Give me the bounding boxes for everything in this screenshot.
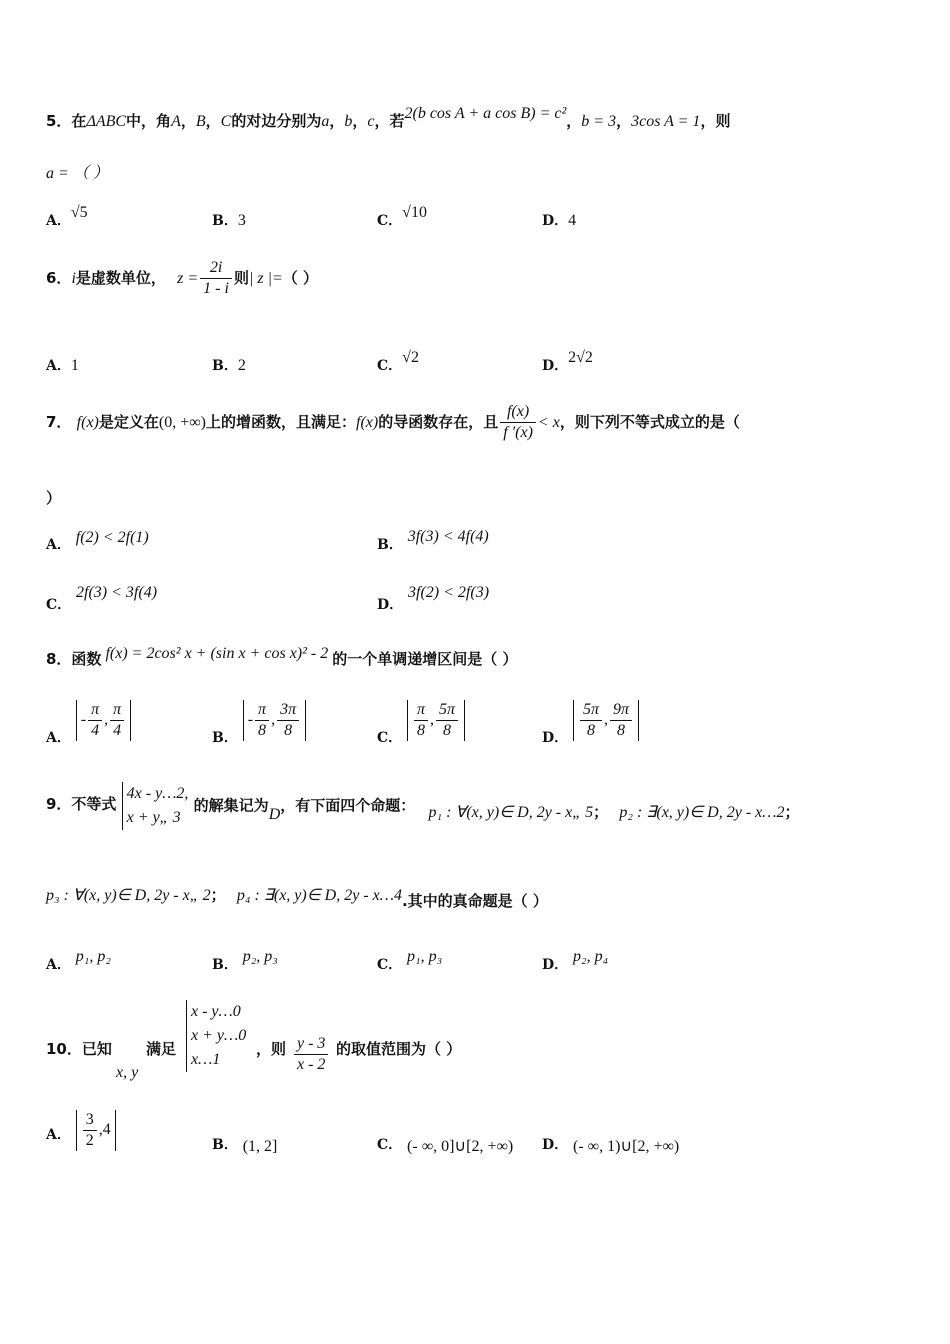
q6-numerator: 2i	[200, 258, 232, 279]
option-label: A．	[46, 957, 71, 973]
q6-text-2: 则	[233, 269, 249, 287]
q5-angle-b: B	[195, 113, 206, 130]
q9-p3: p₃ : ∀(x, y)∈ D, 2y - x„ 2	[46, 887, 211, 904]
frac-left	[255, 700, 269, 741]
option-label: B．	[212, 358, 238, 374]
option-value: √2	[402, 349, 419, 366]
q5-option-c[interactable]	[377, 204, 427, 230]
q6-text-1: 是虚数单位，	[75, 269, 166, 287]
q8-option-b[interactable]	[212, 700, 306, 746]
q9-p4: p₄ : ∃(x, y)∈ D, 2y - x…4	[236, 887, 402, 904]
q9-text-1: 的解集记为	[193, 796, 269, 815]
q6-prefix: 6．	[46, 269, 72, 287]
option-label: A．	[46, 358, 71, 374]
question-5: 5．在ΔABC中，角A，B，C的对边分别为a，b，c，若2(b cos A + a cos B) = c²，b = 3，3cos A = 1，则	[46, 105, 731, 130]
option-label: C．	[46, 597, 72, 613]
q10-option-d[interactable]	[542, 1134, 679, 1154]
question-7-close	[46, 487, 61, 508]
option-label: A．	[46, 1126, 71, 1143]
numerator: 3	[83, 1110, 97, 1131]
option-value: f(2) < 2f(1)	[75, 529, 149, 546]
option-value: 3	[237, 212, 246, 229]
interval-bracket: - $\frac{\pi}{4}$ , $\frac{\pi}{4}$	[76, 700, 131, 741]
question-8	[46, 645, 518, 669]
q6-abs: | z |=	[248, 270, 283, 287]
numerator: π	[110, 700, 124, 721]
option-label: C．	[377, 358, 403, 374]
q8-text-1: 的一个单调递增区间是（ ）	[332, 650, 518, 668]
option-label: B．	[212, 213, 238, 229]
q9-separator: ；	[593, 802, 609, 821]
denominator: 8	[258, 722, 267, 739]
q9-option-b[interactable]	[212, 948, 278, 974]
q5-angle-a: A	[171, 113, 181, 130]
q6-denominator: 1 - i	[203, 280, 229, 297]
q7-option-a[interactable]	[46, 529, 149, 554]
q7-denominator: f ′(x)	[503, 424, 533, 441]
option-label: A．	[46, 537, 71, 553]
q9-separator: ；	[210, 886, 226, 904]
frac-right	[436, 700, 458, 741]
question-5-ask	[46, 160, 109, 183]
option-label: A．	[46, 213, 71, 229]
question-7	[46, 402, 740, 443]
option-value: p₂, p₄	[573, 948, 609, 965]
option-value: 2√2	[568, 349, 593, 366]
q9-text-3: .其中的真命题是（ ）	[401, 892, 548, 910]
q5-side-a: a	[321, 113, 330, 130]
numerator: π	[255, 700, 269, 721]
q9-text-2: ，有下面四个命题：	[280, 796, 416, 815]
denominator: 8	[587, 722, 596, 739]
q7-prefix: 7．	[46, 413, 72, 431]
q10-system	[186, 1000, 246, 1072]
numerator: 9π	[610, 700, 632, 721]
option-value: p₁, p₃	[407, 948, 443, 965]
q9-p1: p₁ : ∀(x, y)∈ D, 2y - x„ 5	[428, 803, 594, 821]
denominator: 8	[417, 722, 426, 739]
q10-denominator: x - 2	[297, 1056, 326, 1073]
q6-option-a[interactable]	[46, 355, 79, 375]
option-label: A．	[46, 729, 71, 746]
q10-system-line-3: x…1	[191, 1051, 221, 1068]
q8-option-c[interactable]	[377, 700, 465, 746]
numerator: π	[414, 700, 428, 721]
option-label: C．	[377, 957, 403, 973]
q8-prefix: 8．函数	[46, 650, 102, 668]
q5-option-b[interactable]	[212, 210, 246, 230]
option-label: D．	[542, 358, 569, 374]
q10-xy: x, y	[116, 1064, 139, 1081]
option-value: p₁, p₂	[75, 948, 111, 965]
q7-option-b[interactable]	[377, 528, 489, 554]
numerator: 3π	[277, 700, 299, 721]
option-label: C．	[377, 1137, 403, 1153]
q8-option-d[interactable]	[542, 700, 639, 746]
q7-numerator: f(x)	[500, 402, 536, 423]
q10-system-line-1: x - y…0	[191, 1003, 241, 1020]
q10-prefix: 10．已知	[46, 1040, 112, 1058]
q5-option-a[interactable]	[46, 204, 88, 230]
option-label: B．	[377, 537, 403, 553]
option-value: (1, 2]	[242, 1138, 278, 1155]
interval-bracket: $\frac{5\pi}{8}$ , $\frac{9\pi}{8}$	[573, 700, 639, 741]
interval-bracket: - $\frac{\pi}{8}$ , $\frac{3\pi}{8}$	[243, 700, 306, 741]
frac-left	[414, 700, 428, 741]
q5-then: ，则	[700, 112, 731, 130]
q6-z-lhs: z =	[177, 270, 199, 287]
frac-left	[88, 700, 102, 741]
option-value: 2f(3) < 3f(4)	[76, 584, 158, 601]
q10-numerator: y - 3	[294, 1034, 328, 1055]
option-label: D．	[542, 729, 569, 746]
numerator: π	[88, 700, 102, 721]
denominator: 8	[443, 722, 452, 739]
question-6	[46, 258, 318, 299]
option-label: B．	[212, 1137, 238, 1153]
q5-prefix: 5．在	[46, 112, 87, 130]
option-label: D．	[542, 213, 569, 229]
neg-sign: -	[80, 711, 87, 729]
option-label: B．	[212, 957, 238, 973]
q5-text-3: ，若	[374, 112, 405, 130]
q5-side-c: c	[367, 113, 375, 130]
q8-function: f(x) = 2cos² x + (sin x + cos x)² - 2	[105, 645, 329, 662]
q5-text-1: 中，角	[126, 112, 172, 130]
q5-condition-2: 3cos A = 1	[631, 113, 701, 130]
q6-fraction	[200, 258, 232, 299]
option-value: 2	[237, 357, 246, 374]
rest: ,4	[98, 1121, 111, 1139]
interval-bracket	[76, 1110, 116, 1151]
q5-angle-c: C	[220, 113, 232, 130]
question-9-line-2	[46, 884, 548, 910]
numerator: 5π	[580, 700, 602, 721]
q6-option-c[interactable]	[377, 349, 419, 375]
q9-separator: ；	[784, 802, 800, 821]
option-label: B．	[212, 729, 238, 746]
option-label: D．	[377, 597, 404, 613]
option-value: 1	[70, 357, 79, 374]
q5-ask: a = （ ）	[46, 165, 109, 182]
q5-condition-1: b = 3	[581, 113, 617, 130]
option-label: D．	[542, 957, 569, 973]
q5-text-2: 的对边分别为	[231, 112, 322, 130]
frac-right	[277, 700, 299, 741]
frac-right	[110, 700, 124, 741]
q7-fx: f(x)	[76, 414, 99, 431]
option-value: 4	[568, 212, 577, 229]
q9-p2: p₂ : ∃(x, y)∈ D, 2y - x…2	[619, 803, 785, 821]
q9-system-line-1: 4x - y…2,	[126, 785, 189, 802]
q7-text-3: 的导函数存在，且	[378, 413, 499, 431]
q10-text-3: 的取值范围为（ ）	[336, 1040, 462, 1058]
q9-option-d[interactable]	[542, 948, 609, 974]
q5-equation: 2(b cos A + a cos B) = c²	[404, 105, 567, 122]
q7-close-paren: ）	[46, 489, 62, 507]
q9-prefix: 9．不等式	[46, 794, 117, 813]
q7-option-d[interactable]	[377, 584, 490, 614]
q8-option-a[interactable]	[46, 700, 131, 746]
q10-system-line-2: x + y…0	[191, 1027, 247, 1044]
q5-triangle: ΔABC	[86, 113, 127, 130]
option-value: 3f(3) < 4f(4)	[407, 528, 489, 545]
frac-left	[580, 700, 602, 741]
q9-option-a[interactable]	[46, 948, 111, 974]
q9-option-c[interactable]	[377, 948, 443, 974]
option-label: D．	[542, 1137, 569, 1153]
q7-text-2: 上的增函数，且满足：	[205, 413, 356, 431]
q7-less-than: < x	[537, 414, 560, 431]
question-9	[46, 782, 800, 830]
option-value: √5	[70, 204, 88, 221]
interval-bracket: $\frac{\pi}{8}$ , $\frac{5\pi}{8}$	[407, 700, 465, 741]
denominator: 2	[85, 1132, 94, 1149]
q10-option-b[interactable]	[212, 1134, 277, 1154]
option-value: (- ∞, 0]∪[2, +∞)	[407, 1138, 514, 1155]
q5-option-d[interactable]	[542, 210, 576, 230]
q7-option-c[interactable]	[46, 584, 158, 614]
denominator: 8	[284, 722, 293, 739]
denominator: 4	[91, 722, 100, 739]
option-value: p₂, p₃	[242, 948, 278, 965]
q10-text-1: 满足	[146, 1040, 177, 1058]
q9-d: D	[268, 805, 281, 823]
neg-sign: -	[247, 711, 254, 729]
q10-option-c[interactable]	[377, 1134, 513, 1154]
option-value: √10	[402, 204, 427, 221]
q7-text-1: 是定义在	[98, 413, 159, 431]
q6-option-d[interactable]	[542, 349, 593, 375]
q9-system-line-2: x + y„ 3	[126, 809, 181, 826]
q6-i: i	[71, 270, 76, 287]
option-label: C．	[377, 729, 403, 746]
q10-option-a[interactable]	[46, 1110, 116, 1151]
option-label: C．	[377, 213, 403, 229]
option-value: 3f(2) < 2f(3)	[408, 584, 490, 601]
frac	[83, 1110, 97, 1151]
q10-fraction	[294, 1034, 328, 1075]
q9-system	[122, 782, 189, 830]
q6-paren: （ ）	[282, 269, 319, 287]
q7-fx-2: f(x)	[356, 414, 379, 431]
option-value: (- ∞, 1)∪[2, +∞)	[573, 1138, 680, 1155]
q5-side-b: b	[344, 113, 353, 130]
frac-right	[610, 700, 632, 741]
q7-fraction	[500, 402, 536, 443]
q10-text-2: ，则	[256, 1040, 287, 1058]
denominator: 4	[113, 722, 122, 739]
numerator: 5π	[436, 700, 458, 721]
q7-interval: (0, +∞)	[158, 414, 206, 431]
q6-option-b[interactable]	[212, 355, 246, 375]
denominator: 8	[617, 722, 626, 739]
q7-text-4: ，则下列不等式成立的是（	[559, 413, 740, 431]
